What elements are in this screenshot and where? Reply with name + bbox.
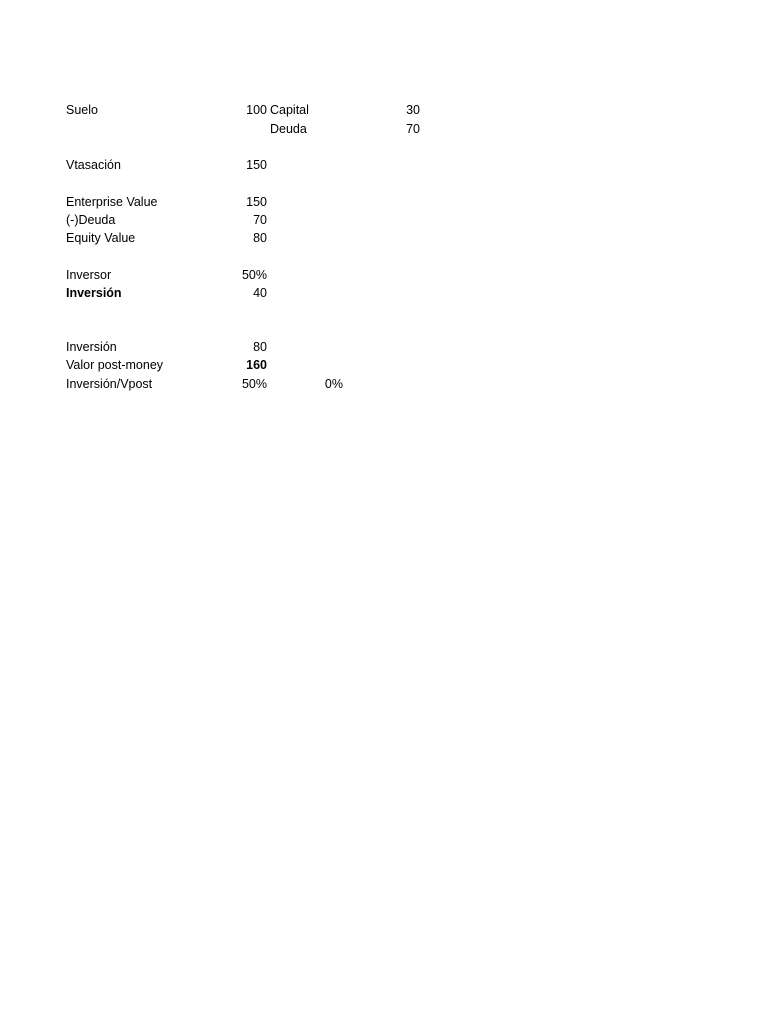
label-post-money: Valor post-money <box>66 358 164 372</box>
row-enterprise-value <box>0 193 768 211</box>
value-inversor: 50% <box>241 268 267 282</box>
row-deuda <box>0 211 768 229</box>
label-equity-value: Equity Value <box>66 231 136 245</box>
value-enterprise-value: 150 <box>246 195 267 209</box>
row-inversor <box>0 266 768 284</box>
value-deuda-top: 70 <box>406 122 420 136</box>
label-suelo: Suelo <box>66 103 98 117</box>
value-vtasacion: 150 <box>246 158 267 172</box>
value-deuda: 70 <box>253 213 267 227</box>
value-suelo: 100 <box>246 103 267 117</box>
label-inversion-1: Inversión <box>66 286 122 300</box>
value-capital: 30 <box>406 103 420 117</box>
value-inversion-vpost: 50% <box>241 377 267 391</box>
label-inversion-vpost: Inversión/Vpost <box>66 377 153 391</box>
label-deuda-top: Deuda <box>270 122 307 136</box>
value-post-money: 160 <box>246 358 267 372</box>
row-equity-value <box>0 229 768 247</box>
row-deuda-top <box>0 120 768 138</box>
label-enterprise-value: Enterprise Value <box>66 195 158 209</box>
label-inversor: Inversor <box>66 268 112 282</box>
row-post-money <box>0 356 768 374</box>
label-vtasacion: Vtasación <box>66 158 121 172</box>
row-inversion-vpost <box>0 375 768 393</box>
value-equity-value: 80 <box>253 231 267 245</box>
label-inversion-2: Inversión <box>66 340 117 354</box>
value-inversion-vpost-extra: 0% <box>324 377 343 391</box>
value-inversion-1: 40 <box>253 286 267 300</box>
value-inversion-2: 80 <box>253 340 267 354</box>
row-inversion-1 <box>0 284 768 302</box>
label-deuda: (-)Deuda <box>66 213 116 227</box>
row-suelo <box>0 101 768 119</box>
row-inversion-2 <box>0 338 768 356</box>
row-vtasacion <box>0 156 768 174</box>
label-capital: Capital <box>270 103 309 117</box>
